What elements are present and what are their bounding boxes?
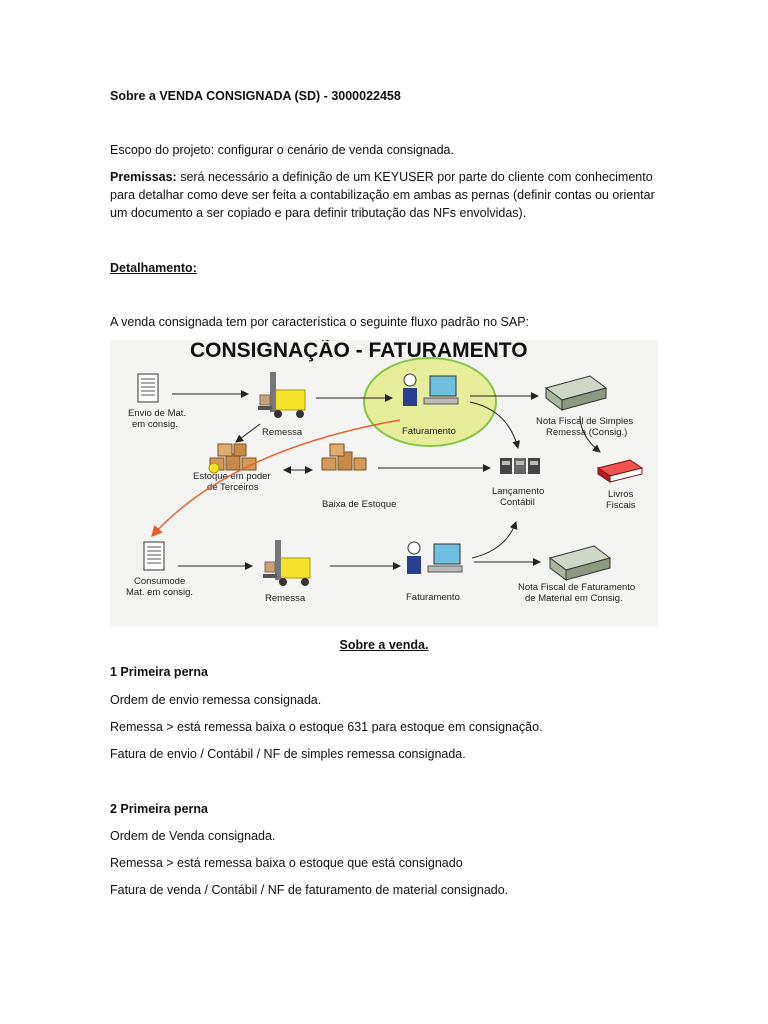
- computer-user-icon-bottom: [407, 542, 462, 574]
- label-faturamento-bottom: Faturamento: [406, 592, 460, 603]
- fluxo-text: A venda consignada tem por característica o seguinte fluxo padrão no SAP:: [110, 315, 530, 329]
- label-nf-fat-2: de Material em Consig.: [525, 593, 623, 604]
- calculator-icon: [500, 458, 540, 474]
- label-livros-2: Fiscais: [606, 500, 636, 511]
- perna1-line-3: Fatura de envio / Contábil / NF de simples remessa consignada.: [110, 747, 466, 761]
- label-envio-1: Envio de Mat.: [128, 408, 187, 419]
- perna2-line-3: Fatura de venda / Contábil / NF de faturamento de material consignado.: [110, 883, 509, 897]
- label-remessa-bottom: Remessa: [265, 593, 306, 604]
- label-remessa-top: Remessa: [262, 427, 303, 438]
- detalhamento-heading: Detalhamento:: [110, 261, 197, 275]
- document-icon: [138, 374, 158, 402]
- perna2-line-1: Ordem de Venda consignada.: [110, 829, 276, 843]
- label-consumo-2: Mat. em consig.: [126, 587, 194, 598]
- label-nf-fat-1: Nota Fiscal de Faturamento: [518, 582, 636, 593]
- label-nf-simples-1: Nota Fiscal de Simples: [536, 416, 634, 427]
- label-nf-simples-2: Remessa (Consig.): [546, 427, 628, 438]
- label-lancamento-2: Contábil: [500, 497, 535, 508]
- perna2-title: 2 Primeira perna: [110, 802, 208, 816]
- label-consumo-1: Consumode: [134, 576, 186, 587]
- premissas-paragraph: [110, 168, 670, 222]
- diagram-title: CONSIGNAÇÃO - FATURAMENTO: [190, 340, 528, 362]
- label-envio-2: em consig.: [132, 419, 178, 430]
- label-estoque-1: Estoque em poder: [193, 471, 271, 482]
- label-faturamento-top: Faturamento: [402, 426, 456, 437]
- perna1-title: 1 Primeira perna: [110, 665, 208, 679]
- perna2-line-2: Remessa > está remessa baixa o estoque que está consignado: [110, 856, 463, 870]
- venda-heading: Sobre a venda.: [339, 638, 429, 652]
- premissas-label: Premissas:: [110, 170, 177, 184]
- label-livros-1: Livros: [608, 489, 634, 500]
- escopo-text: Escopo do projeto: configurar o cenário de venda consignada.: [110, 143, 454, 157]
- label-estoque-2: de Terceiros: [207, 482, 259, 493]
- premissas-text: será necessário a definição de um KEYUSER por parte do cliente com conhecimento para detalhar como deve ser feita a contabilização em ambas as pernas (definir contas ou orientar um documento a ser copiado e para definir tributação das NFs envolvidas).: [110, 170, 655, 220]
- label-baixa: Baixa de Estoque: [322, 499, 397, 510]
- label-lancamento-1: Lançamento: [492, 486, 545, 497]
- perna1-line-1: Ordem de envio remessa consignada.: [110, 693, 322, 707]
- consignacao-diagram: [110, 340, 658, 626]
- document-title: Sobre a VENDA CONSIGNADA (SD) - 3000022458: [110, 89, 401, 103]
- perna1-line-2: Remessa > está remessa baixa o estoque 631 para estoque em consignação.: [110, 720, 543, 734]
- document-icon-bottom: [144, 542, 164, 570]
- diagram-svg: [110, 340, 658, 626]
- computer-user-icon: [403, 374, 458, 406]
